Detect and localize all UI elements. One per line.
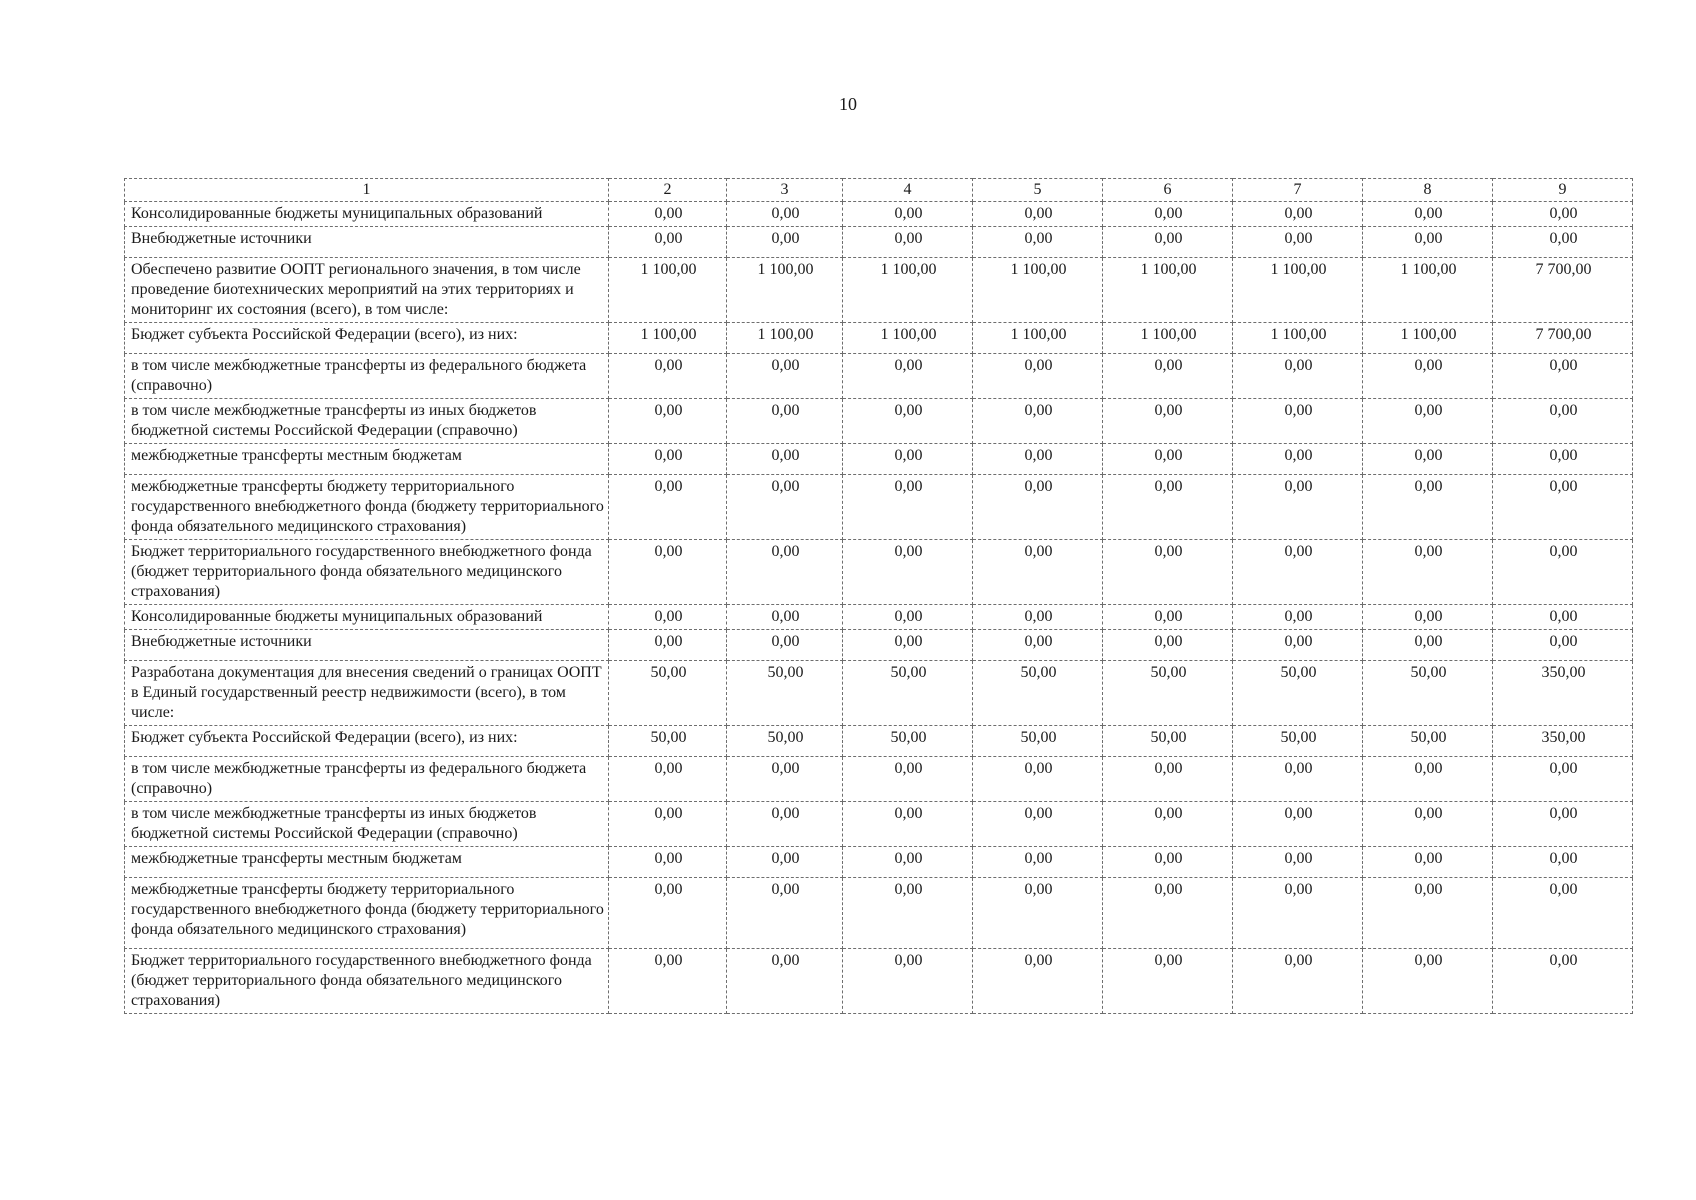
row-value: 0,00: [843, 399, 973, 444]
row-value: 0,00: [1103, 802, 1233, 847]
table-row: [125, 202, 1633, 227]
row-value: 0,00: [609, 475, 727, 540]
row-value: 0,00: [1493, 630, 1633, 661]
row-value: 0,00: [1103, 202, 1233, 227]
row-value: 50,00: [1233, 661, 1363, 726]
row-value: 7 700,00: [1493, 258, 1633, 323]
row-value: 0,00: [1233, 354, 1363, 399]
row-value: 1 100,00: [1233, 323, 1363, 354]
row-value: 0,00: [973, 605, 1103, 630]
row-label: в том числе межбюджетные трансферты из иных бюджетов бюджетной системы Российской Федерации (справочно): [125, 399, 609, 444]
row-label: Бюджет территориального государственного внебюджетного фонда (бюджет территориального фонда обязательного медицинского страхования): [125, 949, 609, 1014]
row-value: 0,00: [609, 227, 727, 258]
row-label: Бюджет субъекта Российской Федерации (всего), из них:: [125, 726, 609, 757]
row-value: 0,00: [1103, 757, 1233, 802]
row-value: 0,00: [1493, 354, 1633, 399]
row-value: 50,00: [727, 726, 843, 757]
row-value: 0,00: [727, 202, 843, 227]
row-value: 0,00: [843, 354, 973, 399]
table-row: [125, 878, 1633, 949]
table-row: [125, 444, 1633, 475]
column-header: 9: [1493, 179, 1633, 202]
row-value: 0,00: [1233, 878, 1363, 949]
row-value: 0,00: [609, 605, 727, 630]
table-row: [125, 399, 1633, 444]
row-value: 0,00: [1363, 444, 1493, 475]
row-value: 50,00: [1363, 661, 1493, 726]
row-value: 50,00: [1363, 726, 1493, 757]
column-header: 7: [1233, 179, 1363, 202]
row-value: 0,00: [727, 540, 843, 605]
row-value: 0,00: [727, 475, 843, 540]
row-value: 0,00: [1363, 475, 1493, 540]
row-value: 0,00: [1493, 540, 1633, 605]
row-value: 1 100,00: [973, 258, 1103, 323]
row-value: 0,00: [1493, 227, 1633, 258]
row-value: 0,00: [1233, 847, 1363, 878]
page-number: 10: [839, 94, 857, 114]
row-value: 0,00: [609, 878, 727, 949]
row-value: 0,00: [973, 354, 1103, 399]
row-label: Внебюджетные источники: [125, 227, 609, 258]
row-value: 0,00: [1363, 605, 1493, 630]
row-label: Внебюджетные источники: [125, 630, 609, 661]
row-value: 0,00: [1363, 878, 1493, 949]
row-value: 0,00: [1233, 202, 1363, 227]
row-value: 0,00: [1103, 354, 1233, 399]
row-label: Разработана документация для внесения сведений о границах ООПТ в Единый государственный реестр недвижимости (всего), в том числе:: [125, 661, 609, 726]
table-row: [125, 475, 1633, 540]
row-value: 0,00: [1493, 878, 1633, 949]
row-value: 1 100,00: [727, 323, 843, 354]
row-value: 1 100,00: [1233, 258, 1363, 323]
column-header: 1: [125, 179, 609, 202]
table-row: [125, 802, 1633, 847]
row-value: 0,00: [1493, 399, 1633, 444]
row-value: 0,00: [973, 757, 1103, 802]
row-value: 0,00: [1103, 878, 1233, 949]
row-value: 50,00: [609, 661, 727, 726]
row-label: в том числе межбюджетные трансферты из федерального бюджета (справочно): [125, 354, 609, 399]
row-value: 0,00: [1103, 540, 1233, 605]
row-value: 50,00: [973, 726, 1103, 757]
row-label: межбюджетные трансферты местным бюджетам: [125, 444, 609, 475]
row-value: 0,00: [1233, 949, 1363, 1014]
row-value: 50,00: [973, 661, 1103, 726]
row-value: 0,00: [973, 399, 1103, 444]
row-value: 0,00: [1363, 847, 1493, 878]
column-header: 3: [727, 179, 843, 202]
row-value: 0,00: [1493, 475, 1633, 540]
row-value: 0,00: [1103, 847, 1233, 878]
row-value: 0,00: [609, 949, 727, 1014]
row-value: 0,00: [843, 847, 973, 878]
row-value: 1 100,00: [609, 323, 727, 354]
row-value: 50,00: [727, 661, 843, 726]
table-row: [125, 661, 1633, 726]
row-value: 0,00: [1493, 605, 1633, 630]
row-label: Консолидированные бюджеты муниципальных образований: [125, 605, 609, 630]
row-value: 0,00: [1233, 475, 1363, 540]
budget-table: [124, 178, 1633, 1014]
row-value: 0,00: [1363, 202, 1493, 227]
row-value: 0,00: [609, 847, 727, 878]
table-row: [125, 847, 1633, 878]
row-value: 0,00: [973, 802, 1103, 847]
row-value: 0,00: [1363, 802, 1493, 847]
row-value: 0,00: [1493, 202, 1633, 227]
column-header: 8: [1363, 179, 1493, 202]
row-value: 0,00: [1103, 444, 1233, 475]
row-value: 0,00: [843, 540, 973, 605]
row-value: 0,00: [973, 202, 1103, 227]
row-value: 1 100,00: [609, 258, 727, 323]
table-row: [125, 630, 1633, 661]
row-value: 0,00: [727, 605, 843, 630]
column-header: 5: [973, 179, 1103, 202]
row-value: 50,00: [1103, 661, 1233, 726]
row-value: 0,00: [1103, 475, 1233, 540]
row-value: 0,00: [843, 202, 973, 227]
row-label: Обеспечено развитие ООПТ регионального значения, в том числе проведение биотехнических мероприятий на этих территориях и мониторинг их состояния (всего), в том числе:: [125, 258, 609, 323]
row-value: 0,00: [973, 540, 1103, 605]
row-value: 0,00: [1493, 757, 1633, 802]
row-value: 0,00: [727, 630, 843, 661]
row-value: 0,00: [973, 949, 1103, 1014]
row-value: 0,00: [727, 757, 843, 802]
column-header: 2: [609, 179, 727, 202]
row-value: 0,00: [1233, 630, 1363, 661]
row-value: 0,00: [1103, 630, 1233, 661]
column-header: 6: [1103, 179, 1233, 202]
row-value: 0,00: [1233, 227, 1363, 258]
row-value: 0,00: [609, 444, 727, 475]
row-value: 0,00: [843, 757, 973, 802]
row-value: 0,00: [973, 227, 1103, 258]
row-value: 0,00: [843, 444, 973, 475]
row-value: 0,00: [727, 399, 843, 444]
row-value: 0,00: [843, 802, 973, 847]
row-value: 1 100,00: [843, 258, 973, 323]
row-value: 0,00: [1103, 949, 1233, 1014]
row-value: 0,00: [1233, 399, 1363, 444]
row-value: 0,00: [1363, 949, 1493, 1014]
row-value: 0,00: [727, 878, 843, 949]
row-value: 50,00: [843, 726, 973, 757]
row-value: 0,00: [843, 475, 973, 540]
row-value: 0,00: [727, 444, 843, 475]
row-value: 1 100,00: [1103, 323, 1233, 354]
row-value: 0,00: [1493, 802, 1633, 847]
row-value: 0,00: [1103, 227, 1233, 258]
row-value: 0,00: [609, 202, 727, 227]
table-row: [125, 540, 1633, 605]
row-value: 0,00: [843, 949, 973, 1014]
row-value: 0,00: [1103, 605, 1233, 630]
row-value: 0,00: [973, 475, 1103, 540]
row-value: 0,00: [1493, 949, 1633, 1014]
row-value: 0,00: [843, 878, 973, 949]
row-value: 0,00: [973, 847, 1103, 878]
table-row: [125, 354, 1633, 399]
row-value: 0,00: [1233, 444, 1363, 475]
row-value: 0,00: [1363, 630, 1493, 661]
row-value: 50,00: [609, 726, 727, 757]
row-value: 0,00: [727, 354, 843, 399]
row-value: 50,00: [1103, 726, 1233, 757]
row-value: 7 700,00: [1493, 323, 1633, 354]
row-value: 0,00: [727, 949, 843, 1014]
table-row: [125, 227, 1633, 258]
table-row: [125, 757, 1633, 802]
row-label: Консолидированные бюджеты муниципальных образований: [125, 202, 609, 227]
row-value: 0,00: [609, 757, 727, 802]
header-row: [125, 179, 1633, 202]
row-value: 0,00: [727, 227, 843, 258]
row-value: 1 100,00: [1363, 258, 1493, 323]
row-label: в том числе межбюджетные трансферты из иных бюджетов бюджетной системы Российской Федерации (справочно): [125, 802, 609, 847]
table-row: [125, 258, 1633, 323]
column-header: 4: [843, 179, 973, 202]
row-value: 1 100,00: [843, 323, 973, 354]
row-value: 0,00: [973, 878, 1103, 949]
row-value: 50,00: [843, 661, 973, 726]
row-value: 350,00: [1493, 661, 1633, 726]
row-value: 0,00: [609, 630, 727, 661]
row-label: Бюджет территориального государственного внебюджетного фонда (бюджет территориального фонда обязательного медицинского страхования): [125, 540, 609, 605]
row-value: 0,00: [1233, 802, 1363, 847]
row-value: 0,00: [1363, 757, 1493, 802]
table-row: [125, 323, 1633, 354]
row-value: 0,00: [1363, 354, 1493, 399]
row-value: 50,00: [1233, 726, 1363, 757]
row-value: 0,00: [1363, 227, 1493, 258]
row-value: 0,00: [843, 227, 973, 258]
row-value: 0,00: [1493, 444, 1633, 475]
row-label: Бюджет субъекта Российской Федерации (всего), из них:: [125, 323, 609, 354]
row-label: межбюджетные трансферты бюджету территориального государственного внебюджетного фонда (бюджету территориального фонда обязательного медицинского страхования): [125, 878, 609, 949]
table-row: [125, 726, 1633, 757]
row-value: 0,00: [609, 354, 727, 399]
row-value: 0,00: [609, 802, 727, 847]
row-value: 0,00: [1233, 540, 1363, 605]
row-value: 0,00: [1493, 847, 1633, 878]
row-value: 1 100,00: [1363, 323, 1493, 354]
row-value: 0,00: [973, 630, 1103, 661]
row-value: 350,00: [1493, 726, 1633, 757]
row-value: 0,00: [843, 630, 973, 661]
row-value: 0,00: [843, 605, 973, 630]
row-value: 0,00: [1233, 757, 1363, 802]
row-value: 0,00: [727, 847, 843, 878]
row-label: в том числе межбюджетные трансферты из федерального бюджета (справочно): [125, 757, 609, 802]
row-value: 0,00: [609, 399, 727, 444]
row-label: межбюджетные трансферты местным бюджетам: [125, 847, 609, 878]
row-label: межбюджетные трансферты бюджету территориального государственного внебюджетного фонда (бюджету территориального фонда обязательного медицинского страхования): [125, 475, 609, 540]
table-row: [125, 949, 1633, 1014]
table-row: [125, 605, 1633, 630]
row-value: 1 100,00: [973, 323, 1103, 354]
row-value: 1 100,00: [1103, 258, 1233, 323]
row-value: 0,00: [1363, 399, 1493, 444]
row-value: 0,00: [609, 540, 727, 605]
row-value: 0,00: [727, 802, 843, 847]
row-value: 0,00: [1233, 605, 1363, 630]
row-value: 1 100,00: [727, 258, 843, 323]
row-value: 0,00: [1363, 540, 1493, 605]
row-value: 0,00: [973, 444, 1103, 475]
row-value: 0,00: [1103, 399, 1233, 444]
